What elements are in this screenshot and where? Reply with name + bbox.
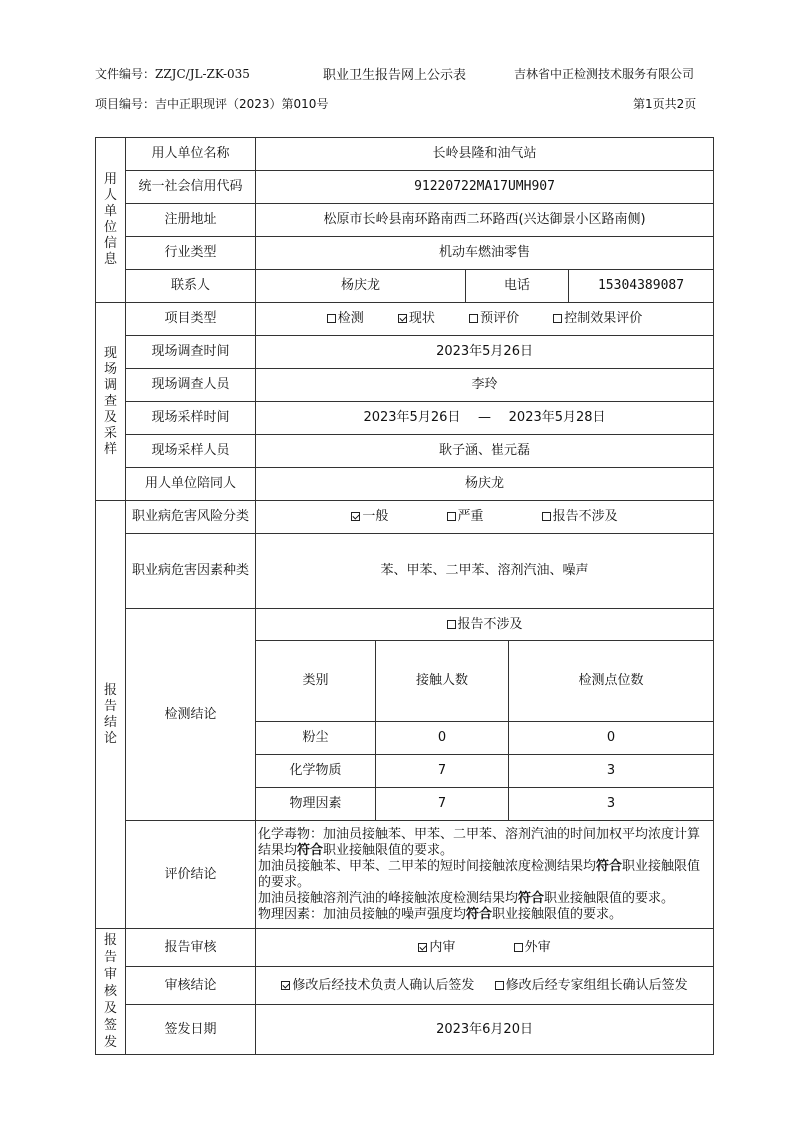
sampling-start: 2023年5月26日 bbox=[363, 410, 461, 425]
audit-option-internal[interactable]: 内审 bbox=[418, 940, 455, 956]
phone-number: 15304389087 bbox=[569, 270, 714, 303]
row-category: 化学物质 bbox=[256, 755, 376, 788]
surveyor: 李玲 bbox=[256, 369, 714, 402]
row-points: 3 bbox=[509, 788, 714, 821]
audit-result-options bbox=[256, 967, 714, 1005]
section-employer-info: 用 人 单 位 信 息 bbox=[96, 138, 126, 303]
type-option-detection[interactable]: 检测 bbox=[327, 311, 364, 327]
hazard-factors: 苯、甲苯、二甲苯、溶剂汽油、噪声 bbox=[256, 534, 714, 609]
industry-label: 行业类型 bbox=[126, 237, 256, 270]
company-name: 吉林省中正检测技术服务有限公司 bbox=[514, 67, 695, 81]
survey-time: 2023年5月26日 bbox=[256, 336, 714, 369]
audit-option-external[interactable]: 外审 bbox=[514, 940, 551, 956]
escort: 杨庆龙 bbox=[256, 468, 714, 501]
document-title: 职业卫生报告网上公示表 bbox=[323, 68, 467, 83]
issue-date-label: 签发日期 bbox=[126, 1005, 256, 1055]
checkbox-checked-icon[interactable] bbox=[418, 943, 427, 952]
section-review-issue: 报 告 审 核 及 签 发 bbox=[96, 929, 126, 1055]
project-number: 项目编号：吉中正职现评（2023）第010号 bbox=[95, 97, 329, 111]
sampling-time bbox=[256, 402, 714, 435]
row-exposed: 7 bbox=[376, 755, 509, 788]
employer-name-label: 用人单位名称 bbox=[126, 138, 256, 171]
evaluation-conclusion-text bbox=[256, 821, 714, 929]
issue-date: 2023年6月20日 bbox=[256, 1005, 714, 1055]
result-option-expert-lead[interactable]: 修改后经专家组组长确认后签发 bbox=[495, 978, 688, 994]
detection-conclusion-label: 检测结论 bbox=[126, 609, 256, 821]
samplers: 耿子涵、崔元磊 bbox=[256, 435, 714, 468]
checkbox-icon[interactable] bbox=[469, 314, 478, 323]
credit-code-label: 统一社会信用代码 bbox=[126, 171, 256, 204]
sampling-separator: — bbox=[478, 410, 492, 425]
hazard-factors-label: 职业病危害因素种类 bbox=[126, 534, 256, 609]
sampling-end: 2023年5月28日 bbox=[508, 410, 606, 425]
row-exposed: 7 bbox=[376, 788, 509, 821]
project-type-label: 项目类型 bbox=[126, 303, 256, 336]
type-option-status[interactable]: 现状 bbox=[398, 311, 435, 327]
checkbox-icon[interactable] bbox=[553, 314, 562, 323]
risk-option-serious[interactable]: 严重 bbox=[447, 509, 484, 525]
type-option-control-effect[interactable]: 控制效果评价 bbox=[553, 311, 642, 327]
table-header-exposed: 接触人数 bbox=[376, 641, 509, 722]
registered-address: 松原市长岭县南环路南西二环路西(兴达御景小区路南侧) bbox=[256, 204, 714, 237]
risk-option-na[interactable]: 报告不涉及 bbox=[542, 509, 618, 525]
checkbox-icon[interactable] bbox=[542, 512, 551, 521]
evaluation-line: 化学毒物：加油员接触苯、甲苯、二甲苯、溶剂汽油的时间加权平均浓度计算结果均符合职业接触限值的要求。 bbox=[258, 826, 701, 858]
sampling-time-label: 现场采样时间 bbox=[126, 402, 256, 435]
surveyor-label: 现场调查人员 bbox=[126, 369, 256, 402]
employer-name: 长岭县隆和油气站 bbox=[256, 138, 714, 171]
row-points: 0 bbox=[509, 722, 714, 755]
escort-label: 用人单位陪同人 bbox=[126, 468, 256, 501]
checkbox-checked-icon[interactable] bbox=[398, 314, 407, 323]
section-survey-sampling: 现 场 调 查 及 采 样 bbox=[96, 303, 126, 501]
project-type-options bbox=[256, 303, 714, 336]
evaluation-conclusion-label: 评价结论 bbox=[126, 821, 256, 929]
section-report-conclusion: 报 告 结 论 bbox=[96, 501, 126, 929]
contact-person: 杨庆龙 bbox=[256, 270, 466, 303]
row-points: 3 bbox=[509, 755, 714, 788]
row-category: 粉尘 bbox=[256, 722, 376, 755]
type-option-pre-evaluation[interactable]: 预评价 bbox=[469, 311, 519, 327]
checkbox-icon[interactable] bbox=[495, 981, 504, 990]
page-indicator: 第1页共2页 bbox=[633, 97, 697, 111]
contact-label: 联系人 bbox=[126, 270, 256, 303]
file-number: 文件编号：ZZJC/JL-ZK-035 bbox=[95, 67, 250, 81]
detection-not-applicable bbox=[256, 609, 714, 641]
result-option-tech-lead[interactable]: 修改后经技术负责人确认后签发 bbox=[281, 978, 474, 994]
audit-result-label: 审核结论 bbox=[126, 967, 256, 1005]
row-exposed: 0 bbox=[376, 722, 509, 755]
checkbox-icon[interactable] bbox=[447, 512, 456, 521]
risk-class-options bbox=[256, 501, 714, 534]
evaluation-line: 加油员接触苯、甲苯、二甲苯的短时间接触浓度检测结果均符合职业接触限值的要求。 bbox=[258, 858, 701, 890]
phone-label: 电话 bbox=[466, 270, 569, 303]
industry-type: 机动车燃油零售 bbox=[256, 237, 714, 270]
checkbox-icon[interactable] bbox=[327, 314, 336, 323]
audit-options bbox=[256, 929, 714, 967]
checkbox-checked-icon[interactable] bbox=[351, 512, 360, 521]
evaluation-line: 加油员接触溶剂汽油的峰接触浓度检测结果均符合职业接触限值的要求。 bbox=[258, 890, 675, 906]
row-category: 物理因素 bbox=[256, 788, 376, 821]
checkbox-icon[interactable] bbox=[514, 943, 523, 952]
table-header-points: 检测点位数 bbox=[509, 641, 714, 722]
audit-label: 报告审核 bbox=[126, 929, 256, 967]
disclosure-form bbox=[95, 137, 714, 1055]
address-label: 注册地址 bbox=[126, 204, 256, 237]
checkbox-checked-icon[interactable] bbox=[281, 981, 290, 990]
survey-time-label: 现场调查时间 bbox=[126, 336, 256, 369]
risk-option-general[interactable]: 一般 bbox=[351, 509, 388, 525]
evaluation-line: 物理因素：加油员接触的噪声强度均符合职业接触限值的要求。 bbox=[258, 906, 623, 922]
credit-code: 91220722MA17UMH907 bbox=[256, 171, 714, 204]
risk-class-label: 职业病危害风险分类 bbox=[126, 501, 256, 534]
checkbox-icon[interactable] bbox=[447, 620, 456, 629]
table-header-category: 类别 bbox=[256, 641, 376, 722]
sampler-label: 现场采样人员 bbox=[126, 435, 256, 468]
detection-na-option[interactable]: 报告不涉及 bbox=[447, 617, 523, 633]
